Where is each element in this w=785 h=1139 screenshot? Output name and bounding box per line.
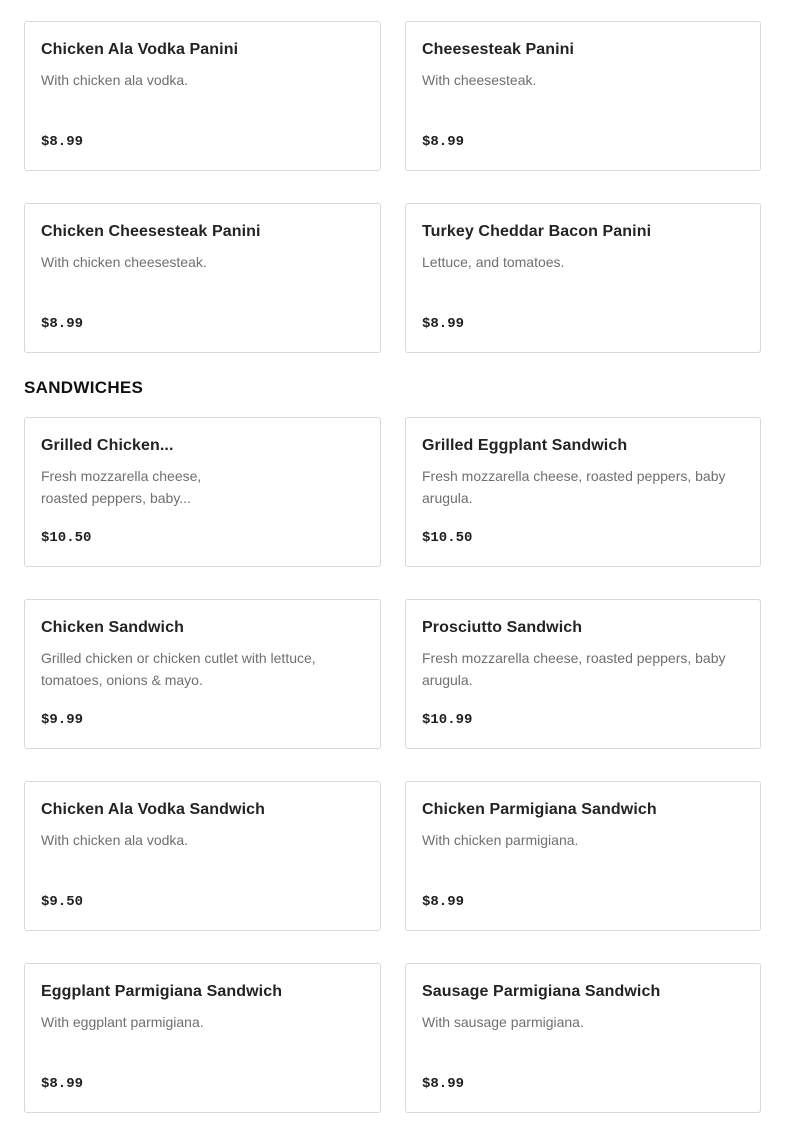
menu-item-card[interactable] <box>24 599 381 749</box>
item-price: $10.50 <box>41 530 92 546</box>
item-price: $8.99 <box>41 316 84 332</box>
item-description: With chicken ala vodka. <box>41 72 189 88</box>
item-name: Turkey Cheddar Bacon Panini <box>422 223 652 240</box>
item-name: Chicken Sandwich <box>41 619 184 636</box>
menu-item-card[interactable] <box>24 417 381 567</box>
item-name: Eggplant Parmigiana Sandwich <box>41 983 283 1000</box>
item-description: With chicken ala vodka. <box>41 832 189 848</box>
item-description: Grilled chicken or chicken cutlet with lettuce, tomatoes, onions & mayo. <box>41 650 316 688</box>
item-price: $8.99 <box>422 1076 465 1092</box>
item-name: Cheesesteak Panini <box>422 41 575 58</box>
item-price: $8.99 <box>41 134 84 150</box>
section-heading-sandwiches: SANDWICHES <box>24 378 144 397</box>
item-description: With sausage parmigiana. <box>422 1014 584 1030</box>
item-name: Prosciutto Sandwich <box>422 619 583 636</box>
menu-item-card[interactable] <box>405 781 761 931</box>
item-description: With chicken parmigiana. <box>422 832 579 848</box>
menu-item-card[interactable] <box>24 781 381 931</box>
menu-item-card[interactable] <box>405 417 761 567</box>
item-price: $8.99 <box>422 894 465 910</box>
item-price: $10.50 <box>422 530 473 546</box>
item-price: $9.99 <box>41 712 84 728</box>
item-price: $9.50 <box>41 894 84 910</box>
item-name: Chicken Cheesesteak Panini <box>41 223 261 240</box>
menu-item-card[interactable] <box>405 203 761 353</box>
item-name: Chicken Ala Vodka Sandwich <box>41 801 265 818</box>
menu-item-card[interactable] <box>24 963 381 1113</box>
item-name: Sausage Parmigiana Sandwich <box>422 983 661 1000</box>
item-name: Chicken Ala Vodka Panini <box>41 41 239 58</box>
item-description: With eggplant parmigiana. <box>41 1014 204 1030</box>
item-description: With cheesesteak. <box>422 72 537 88</box>
item-name: Grilled Eggplant Sandwich <box>422 437 628 454</box>
item-description: Fresh mozzarella cheese, roasted peppers, baby arugula. <box>422 468 726 506</box>
item-price: $8.99 <box>422 316 465 332</box>
menu-item-card[interactable] <box>24 203 381 353</box>
item-name: Grilled Chicken... <box>41 437 174 454</box>
menu-item-card[interactable] <box>405 21 761 171</box>
menu-item-card[interactable] <box>405 599 761 749</box>
sandwich-items-grid <box>24 417 761 1113</box>
item-description: Lettuce, and tomatoes. <box>422 254 565 270</box>
item-name: Chicken Parmigiana Sandwich <box>422 801 657 818</box>
item-price: $8.99 <box>41 1076 84 1092</box>
menu-item-card[interactable] <box>405 963 761 1113</box>
item-description: Fresh mozzarella cheese, roasted peppers, baby arugula. <box>422 650 726 688</box>
item-price: $8.99 <box>422 134 465 150</box>
item-price: $10.99 <box>422 712 473 728</box>
item-description: Fresh mozzarella cheese, roasted peppers, baby... <box>41 468 202 506</box>
menu-item-card[interactable] <box>24 21 381 171</box>
panini-items-grid <box>24 21 761 353</box>
item-description: With chicken cheesesteak. <box>41 254 207 270</box>
